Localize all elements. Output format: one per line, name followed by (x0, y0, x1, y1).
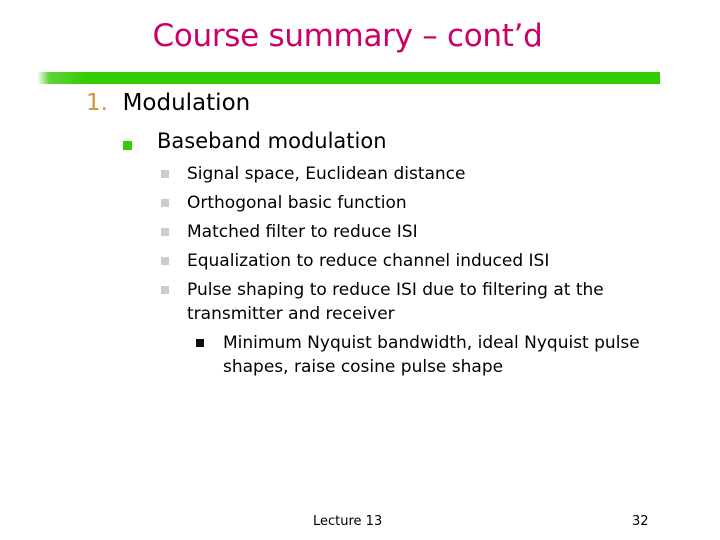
subheading: Baseband modulation (157, 129, 387, 153)
lecture-label: Lecture 13 (313, 514, 383, 529)
slide-title: Course summary – cont’d (152, 18, 543, 54)
bullet-icon (161, 228, 169, 236)
list-item: Matched filter to reduce ISI (187, 222, 418, 242)
bullet-icon (161, 199, 169, 207)
bullet-icon (196, 339, 204, 347)
bullet-icon (161, 170, 169, 178)
section-heading (86, 90, 250, 116)
bullet-icon (123, 141, 132, 150)
section-title: Modulation (122, 90, 251, 116)
sub-list-item: Minimum Nyquist bandwidth, ideal Nyquist pulse shapes, raise cosine pulse shape (223, 333, 640, 377)
bullet-icon (161, 257, 169, 265)
list-item: Equalization to reduce channel induced ISI (187, 251, 550, 271)
section-number: 1. (86, 90, 108, 116)
bullet-icon (161, 286, 169, 294)
list-item: Signal space, Euclidean distance (187, 164, 466, 184)
list-item: Pulse shaping to reduce ISI due to filtering at the transmitter and receiver (187, 280, 604, 324)
list-item: Orthogonal basic function (187, 193, 407, 213)
page-number: 32 (632, 514, 649, 529)
title-divider (37, 72, 660, 84)
